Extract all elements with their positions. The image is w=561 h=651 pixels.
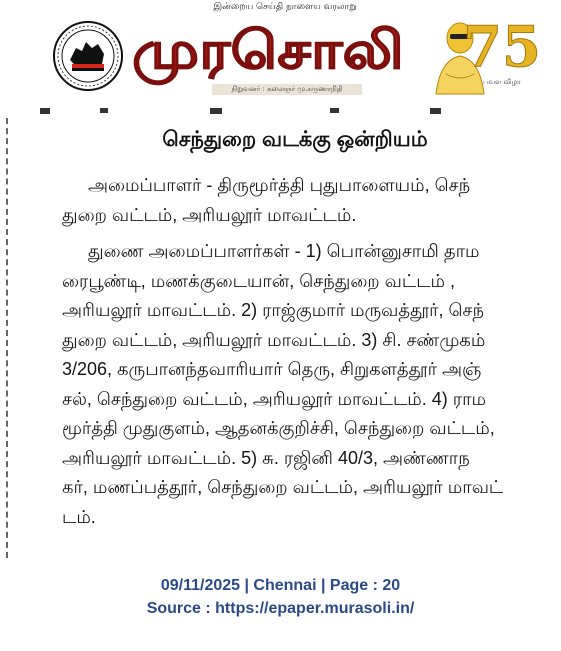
dateline: 09/11/2025 | Chennai | Page : 20 xyxy=(160,577,401,594)
body-line: ரைபூண்டி, மணக்குடையான், செந்துறை வட்டம் , xyxy=(62,270,456,291)
body-line: துறை வட்டம், அரியலூர் மாவட்டம். 3) சி. சண்முகம் xyxy=(62,329,486,350)
clipping-cut-border xyxy=(6,118,8,558)
body-line: சல், செந்துறை வட்டம், அரியலூர் மாவட்டம். 4) ராம xyxy=(62,388,486,409)
svg-text:75: 75 xyxy=(463,14,541,80)
masthead xyxy=(0,0,561,108)
article-body xyxy=(62,171,532,532)
anniversary-badge xyxy=(420,4,541,104)
news-clipping xyxy=(0,108,561,560)
cut-previous-line xyxy=(40,108,480,122)
svg-text:பவள விழா: பவள விழா xyxy=(483,78,521,86)
body-line: துணை அமைப்பாளர்கள் - 1) பொன்னுசாமி தாம xyxy=(88,241,480,261)
founder-line: நிறுவனர் : கலைஞர் மு.கருணாநிதி xyxy=(212,84,362,95)
body-line: அரியலூர் மாவட்டம். 5) சு. ரஜினி 40/3, அண்ணாந xyxy=(62,447,470,468)
body-line: அமைப்பாளர் - திருமூர்த்தி புதுபாளையம், செந் xyxy=(88,175,471,195)
body-line: மூர்த்தி முதுகுளம், ஆதனக்குறிச்சி, செந்துறை வட்டம், xyxy=(62,418,495,438)
body-line: 3/206, கருபானந்தவாரியார் தெரு, சிறுகளத்தூர் அஞ் xyxy=(62,359,482,379)
party-emblem-icon xyxy=(52,20,124,92)
clipping-footer xyxy=(0,574,561,620)
body-line: கர், மணப்பத்தூர், செந்துறை வட்டம், அரியலூர் மாவட் xyxy=(62,477,504,497)
body-line: அரியலூர் மாவட்டம். 2) ராஜ்குமார் மருவத்தூர், செந் xyxy=(62,300,484,320)
svg-text:முரசொலி: முரசொலி xyxy=(132,21,366,81)
body-line: டம். xyxy=(62,506,96,527)
body-line: துறை வட்டம், அரியலூர் மாவட்டம். xyxy=(62,204,357,225)
article-heading: செந்துறை வடக்கு ஒன்றியம் xyxy=(162,128,428,151)
source-link[interactable]: Source : https://epaper.murasoli.in/ xyxy=(146,600,415,617)
masthead-tagline: இன்றைய செய்தி நாளைய வரலாறு xyxy=(213,2,357,12)
masthead-logo xyxy=(128,14,408,80)
